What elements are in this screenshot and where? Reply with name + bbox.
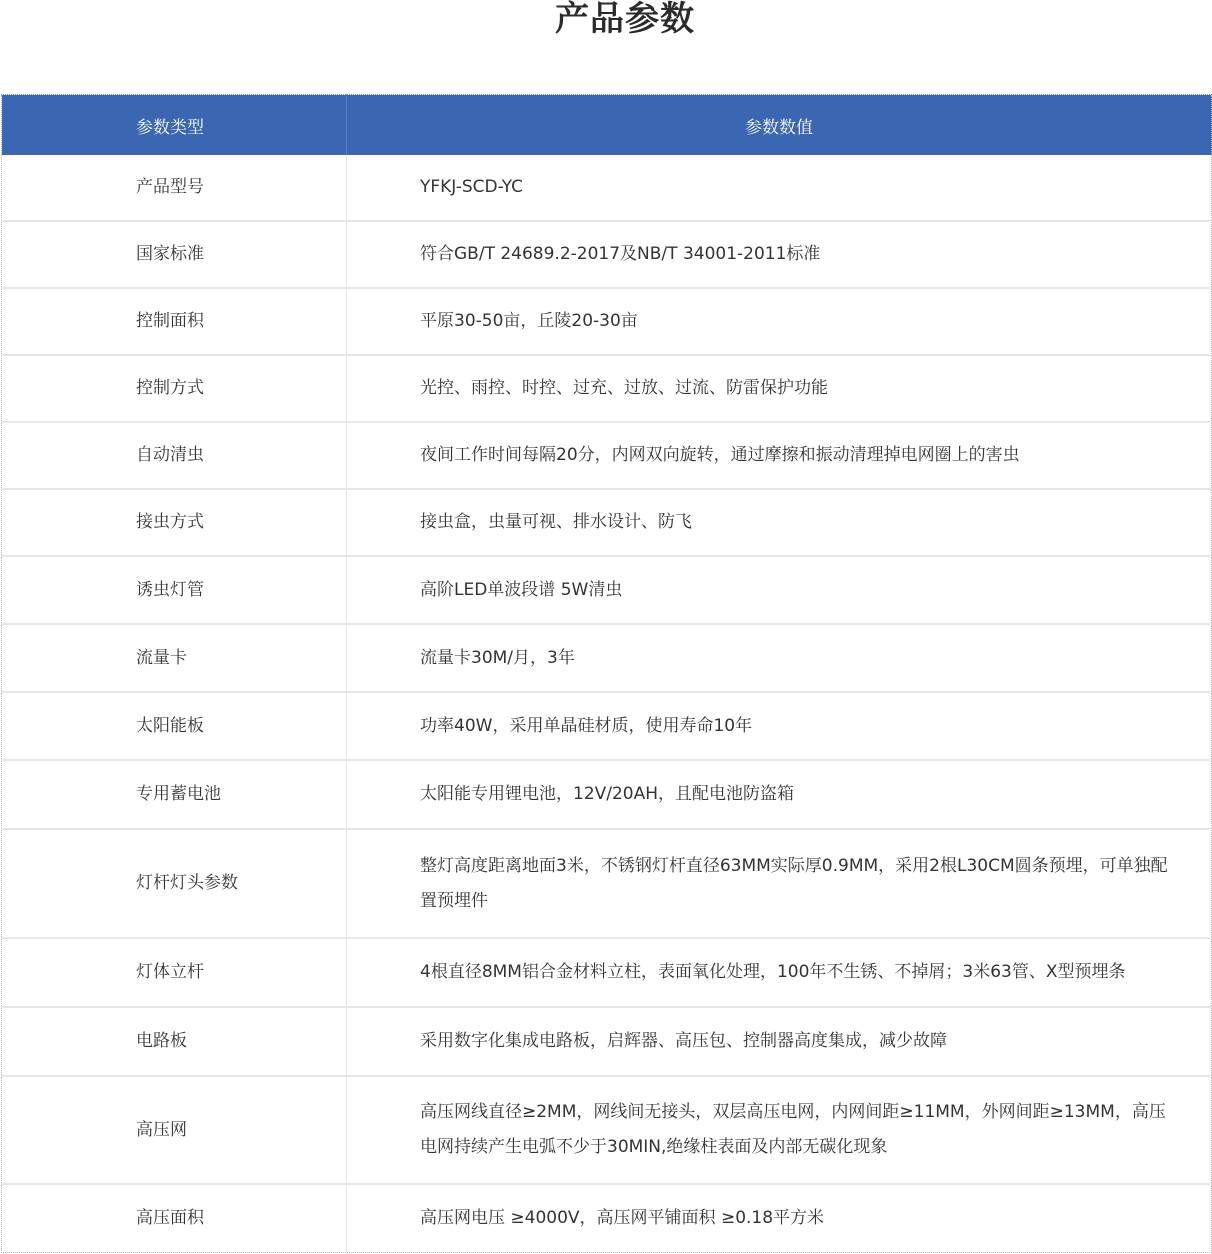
table-row <box>2 355 1212 422</box>
row-label: 高压面积 <box>2 1184 347 1252</box>
table-row <box>2 288 1212 355</box>
table-row <box>2 155 1212 221</box>
row-label: 高压网 <box>2 1076 347 1184</box>
table-row <box>2 1007 1212 1076</box>
header-param-value: 参数数值 <box>347 95 1212 156</box>
row-label: 太阳能板 <box>2 692 347 760</box>
row-value: 高阶LED单波段谱 5W清虫 <box>347 556 1212 624</box>
table-row <box>2 938 1212 1007</box>
row-value: 符合GB/T 24689.2-2017及NB/T 34001-2011标准 <box>347 221 1212 288</box>
table-row <box>2 829 1212 938</box>
row-label: 专用蓄电池 <box>2 760 347 829</box>
row-value: 采用数字化集成电路板，启辉器、高压包、控制器高度集成，减少故障 <box>347 1007 1212 1076</box>
row-label: 流量卡 <box>2 624 347 692</box>
row-label: 灯杆灯头参数 <box>2 829 347 938</box>
row-value: 夜间工作时间每隔20分，内网双向旋转，通过摩擦和振动清理掉电网圈上的害虫 <box>347 422 1212 489</box>
row-value: 光控、雨控、时控、过充、过放、过流、防雷保护功能 <box>347 355 1212 422</box>
row-label: 自动清虫 <box>2 422 347 489</box>
row-value: 功率40W，采用单晶硅材质，使用寿命10年 <box>347 692 1212 760</box>
table-row <box>2 489 1212 556</box>
header-param-type: 参数类型 <box>2 95 347 156</box>
page-title: 产品参数 <box>555 0 695 39</box>
row-label: 灯体立杆 <box>2 938 347 1007</box>
row-value: 整灯高度距离地面3米，不锈钢灯杆直径63MM实际厚0.9MM，采用2根L30CM圆条预埋，可单独配置预埋件 <box>347 829 1212 938</box>
spec-table <box>1 94 1212 1253</box>
table-header-row <box>2 95 1212 156</box>
row-label: 诱虫灯管 <box>2 556 347 624</box>
row-label: 接虫方式 <box>2 489 347 556</box>
row-value: 流量卡30M/月，3年 <box>347 624 1212 692</box>
table-row <box>2 1184 1212 1252</box>
table-row <box>2 760 1212 829</box>
table-row <box>2 1076 1212 1184</box>
row-label: 产品型号 <box>2 155 347 221</box>
table-row <box>2 692 1212 760</box>
row-value: 接虫盒，虫量可视、排水设计、防飞 <box>347 489 1212 556</box>
row-label: 国家标准 <box>2 221 347 288</box>
row-value: 太阳能专用锂电池，12V/20AH，且配电池防盗箱 <box>347 760 1212 829</box>
table-row <box>2 556 1212 624</box>
row-label: 电路板 <box>2 1007 347 1076</box>
table-row <box>2 422 1212 489</box>
row-value: 高压网电压 ≥4000V，高压网平铺面积 ≥0.18平方米 <box>347 1184 1212 1252</box>
row-value: 平原30-50亩，丘陵20-30亩 <box>347 288 1212 355</box>
row-label: 控制面积 <box>2 288 347 355</box>
row-value: 4根直径8MM铝合金材料立柱，表面氧化处理，100年不生锈、不掉屑；3米63管、X型预埋条 <box>347 938 1212 1007</box>
table-row <box>2 624 1212 692</box>
row-value: 高压网线直径≥2MM，网线间无接头，双层高压电网，内网间距≥11MM，外网间距≥13MM，高压电网持续产生电弧不少于30MIN,绝缘柱表面及内部无碳化现象 <box>347 1076 1212 1184</box>
table-row <box>2 221 1212 288</box>
row-value: YFKJ-SCD-YC <box>420 177 524 197</box>
row-label: 控制方式 <box>2 355 347 422</box>
